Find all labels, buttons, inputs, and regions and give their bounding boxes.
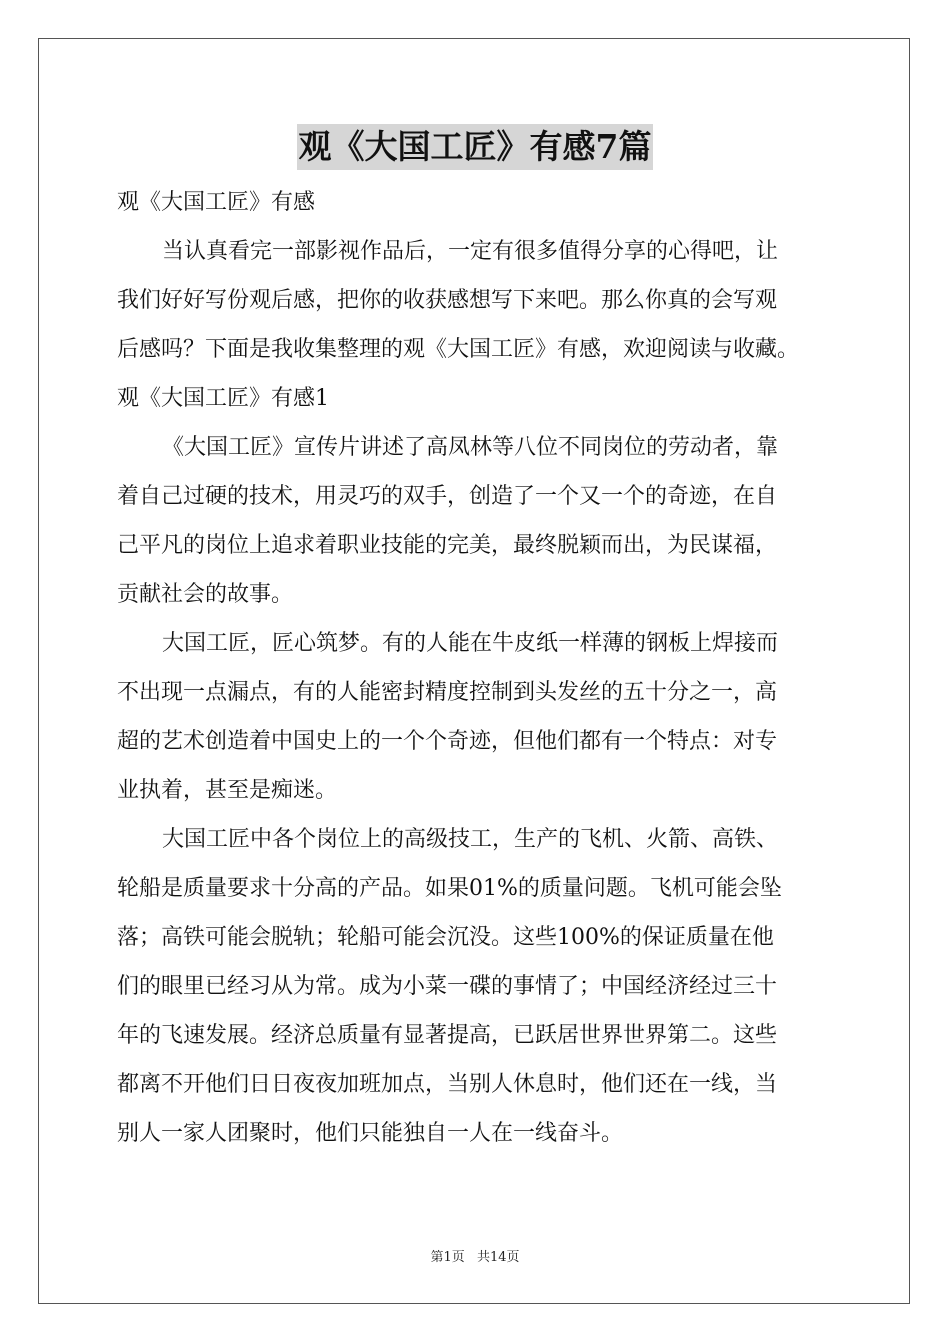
paragraph-line: 不出现一点漏点，有的人能密封精度控制到头发丝的五十分之一，高 (117, 680, 778, 705)
document-title: 观《大国工匠》有感7篇 (297, 124, 654, 170)
paragraph-line: 年的飞速发展。经济总质量有显著提高，已跃居世界世界第二。这些 (117, 1023, 778, 1048)
page-footer (0, 1246, 950, 1265)
paragraph-line: 轮船是质量要求十分高的产品。如果01%的质量问题。飞机可能会坠 (117, 876, 782, 901)
page-total: 共14页 (476, 1250, 520, 1265)
title-container (0, 124, 950, 170)
paragraph-line: 业执着，甚至是痴迷。 (117, 778, 338, 803)
paragraph-line: 着自己过硬的技术，用灵巧的双手，创造了一个又一个的奇迹，在自 (117, 484, 778, 509)
section-heading-1: 观《大国工匠》有感1 (117, 386, 329, 411)
paragraph-line: 《大国工匠》宣传片讲述了高凤林等八位不同岗位的劳动者，靠 (162, 435, 779, 460)
paragraph-line: 大国工匠中各个岗位上的高级技工，生产的飞机、火箭、高铁、 (162, 827, 779, 852)
paragraph-line: 超的艺术创造着中国史上的一个个奇迹，但他们都有一个特点：对专 (117, 729, 778, 754)
page-number: 第1页 (430, 1250, 465, 1265)
paragraph-line: 们的眼里已经习从为常。成为小菜一碟的事情了；中国经济经过三十 (117, 974, 778, 999)
paragraph-line: 当认真看完一部影视作品后，一定有很多值得分享的心得吧，让 (162, 239, 779, 264)
paragraph-line: 后感吗？下面是我收集整理的观《大国工匠》有感，欢迎阅读与收藏。 (117, 337, 800, 362)
paragraph-line: 大国工匠，匠心筑梦。有的人能在牛皮纸一样薄的钢板上焊接而 (162, 631, 779, 656)
paragraph-line: 我们好好写份观后感，把你的收获感想写下来吧。那么你真的会写观 (117, 288, 778, 313)
paragraph-line: 别人一家人团聚时，他们只能独自一人在一线奋斗。 (117, 1121, 624, 1146)
document-body (117, 178, 837, 1158)
paragraph-line: 贡献社会的故事。 (117, 582, 294, 607)
section-heading-intro: 观《大国工匠》有感 (117, 190, 316, 215)
paragraph-line: 都离不开他们日日夜夜加班加点，当别人休息时，他们还在一线，当 (117, 1072, 778, 1097)
paragraph-line: 己平凡的岗位上追求着职业技能的完美，最终脱颖而出，为民谋福， (117, 533, 778, 558)
paragraph-line: 落；高铁可能会脱轨；轮船可能会沉没。这些100%的保证质量在他 (117, 925, 774, 950)
